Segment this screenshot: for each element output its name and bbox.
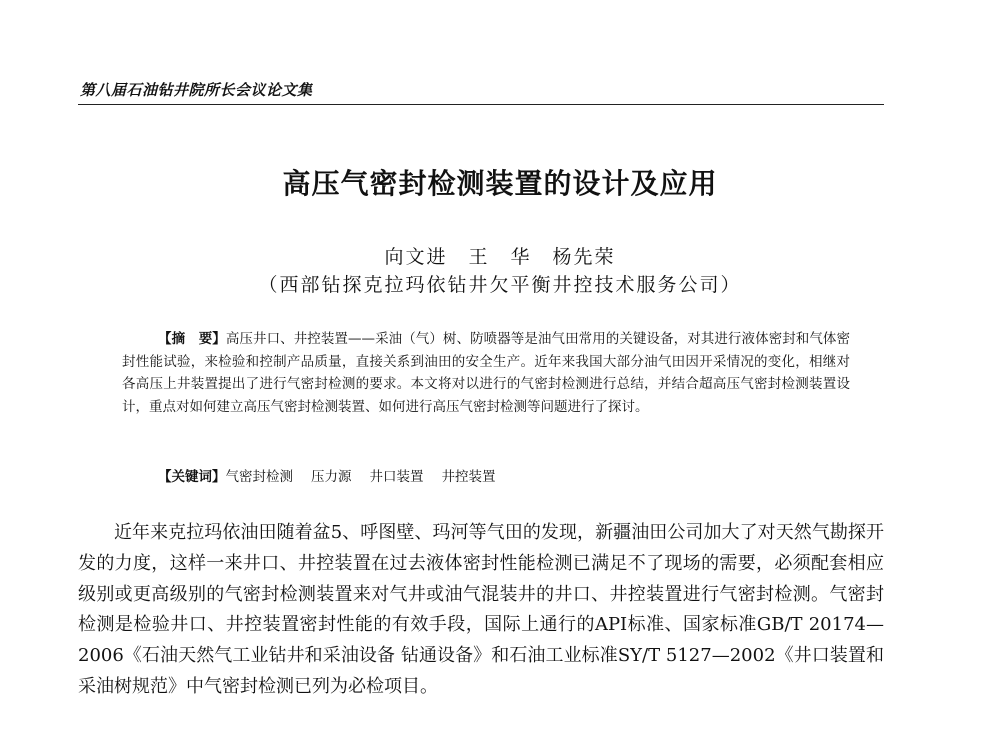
keywords [158,466,514,488]
keyword-item: 气密封检测 [225,469,293,485]
keywords-label: 【关键词】 [158,469,226,485]
header-rule [78,104,884,105]
body-paragraph: 近年来克拉玛依油田随着盆5、呼图壁、玛河等气田的发现，新疆油田公司加大了对天然气勘探开发的力度，这样一来井口、井控装置在过去液体密封性能检测已满足不了现场的需要，必须配套相应级别或更高级别的气密封检测装置来对气井或油气混装井的井口、井控装置进行气密封检测。气密封检测是检验井口、井控装置密封性能的有效手段，国际上通行的API标准、国家标准GB/T 20174—2006《石油天然气工业钻井和采油设备 钻通设备》和石油工业标准SY/T 5127—2002《井口装置和采油树规范》中气密封检测已列为必检项目。 [78,522,884,697]
paper-title: 高压气密封检测装置的设计及应用 [282,167,718,200]
keyword-item: 压力源 [311,469,352,485]
keyword-item: 井控装置 [441,469,496,485]
authors: 向文进 王 华 杨先荣 [384,246,616,268]
keyword-item: 井口装置 [369,469,424,485]
abstract-text: 高压井口、井控装置——采油（气）树、防喷器等是油气田常用的关键设备，对其进行液体密封和气体密封性能试验，来检验和控制产品质量，直接关系到油田的安全生产。近年来我国大部分油气田因开采情况的变化，相继对各高压上井装置提出了进行气密封检测的要求。本文将对以进行的气密封检测进行总结，并结合超高压气密封检测装置设计，重点对如何建立高压气密封检测装置、如何进行高压气密封检测等问题进行了探讨。 [122,331,851,415]
abstract [122,328,850,418]
abstract-label: 【摘 要】 [158,331,226,347]
running-header: 第八届石油钻井院所长会议论文集 [80,81,313,99]
affiliation: （西部钻探克拉玛依钻井欠平衡井控技术服务公司） [258,274,742,296]
